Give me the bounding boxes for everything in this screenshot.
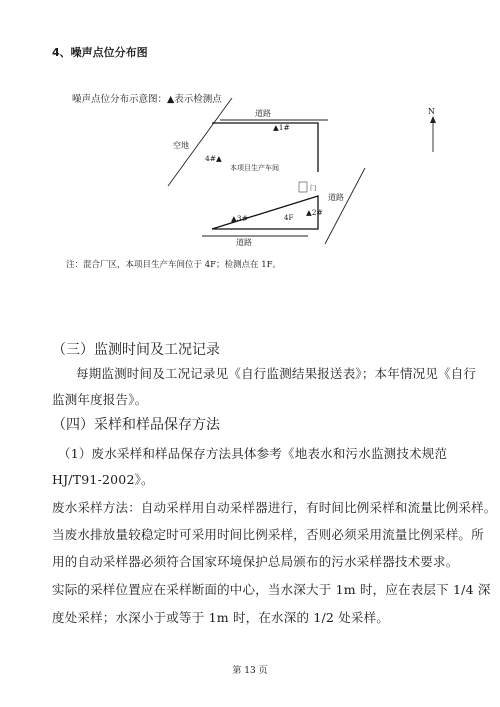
paragraph-line: 实际的采样位置应在采样断面的中心，当水深大于 1m 时，应在表层下 1/4 深 (52, 582, 491, 597)
paragraph-line: HJ/T91-2002》。 (52, 472, 154, 487)
north-label: N (428, 107, 435, 116)
paragraph-line: 监测年度报告》。 (52, 392, 148, 407)
noise-point-4: 4#▲ (205, 154, 222, 163)
road-label-bottom: 道路 (236, 238, 252, 247)
door-box (299, 182, 307, 192)
paragraph-line: 用的自动采样器必须符合国家环境保护总局颁布的污水采样器技术要求。 (52, 554, 459, 569)
page-number: 第 13 页 (232, 666, 268, 676)
paragraph-line: 度处采样；水深小于或等于 1m 时，在水深的 1/2 处采样。 (52, 610, 390, 625)
paragraph-line: （1）废水采样和样品保存方法具体参考《地表水和污水监测技术规范 (58, 446, 448, 461)
vacant-label: 空地 (173, 141, 189, 150)
noise-point-2: ▲2# (306, 208, 323, 217)
paragraph-line: 每期监测时间及工况记录见《自行监测结果报送表》；本年情况见《自行 (76, 366, 477, 381)
north-arrow-head (430, 116, 436, 123)
building-label: 本项目生产车间 (230, 164, 279, 172)
noise-point-diagram (160, 96, 460, 256)
door-label: 门 (310, 184, 317, 192)
road-label-right: 道路 (328, 193, 344, 202)
diagram-caption: 噪声点位分布示意图：▲表示检测点 (72, 94, 222, 105)
road-line-right (325, 168, 365, 244)
noise-point-3: ▲3# (231, 214, 248, 223)
paragraph-line: 当废水排放量较稳定时可采用时间比例采样，否则必须采用流量比例采样。所 (52, 527, 484, 542)
diagram-note: 注：混合厂区，本项目生产车间位于 4F；检测点在 1F。 (66, 260, 282, 270)
section-title-sampling: （四）采样和样品保存方法 (52, 417, 220, 433)
floor-label: 4F (284, 214, 294, 222)
road-label-top: 道路 (255, 109, 271, 118)
building-outline (212, 123, 318, 229)
section-title-monitoring-time: （三）监测时间及工况记录 (52, 342, 220, 358)
noise-point-1: ▲1# (273, 123, 290, 132)
section-heading-noise-map: 4、噪声点位分布图 (52, 46, 148, 59)
paragraph-line: 废水采样方法：自动采样用自动采样器进行，有时间比例采样和流量比例采样。 (52, 500, 497, 515)
